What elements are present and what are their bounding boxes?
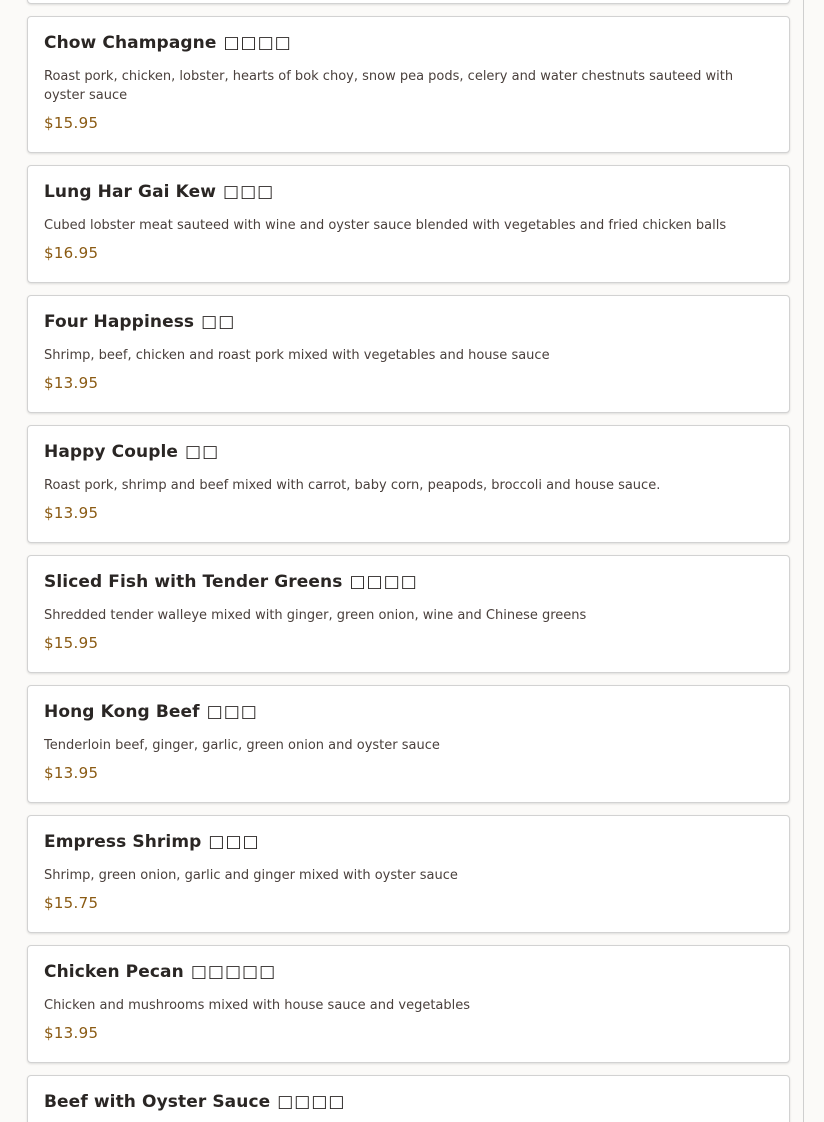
menu-item-chinese-name: □□□□ bbox=[349, 572, 418, 592]
menu-item-card[interactable] bbox=[27, 425, 790, 543]
menu-item-card[interactable] bbox=[27, 16, 790, 153]
menu-item-price: $15.95 bbox=[44, 114, 99, 132]
menu-item-name-row bbox=[44, 182, 274, 202]
menu-item-name: Four Happiness bbox=[44, 312, 195, 332]
menu-item-name-row bbox=[44, 33, 292, 53]
menu-item-name: Chow Champagne bbox=[44, 33, 217, 53]
menu-item-card[interactable] bbox=[27, 815, 790, 933]
content-right-border bbox=[803, 0, 804, 1122]
menu-item-price: $16.95 bbox=[44, 244, 99, 262]
menu-item-chinese-name: □□ bbox=[201, 312, 236, 332]
menu-item-name-row bbox=[44, 572, 418, 592]
menu-item-name: Chicken Pecan bbox=[44, 962, 184, 982]
menu-item-card[interactable] bbox=[27, 685, 790, 803]
menu-item-description: Roast pork, shrimp and beef mixed with carrot, baby corn, peapods, broccoli and house sauce. bbox=[44, 478, 661, 493]
menu-item-price: $15.75 bbox=[44, 894, 99, 912]
menu-item-description: Shrimp, green onion, garlic and ginger mixed with oyster sauce bbox=[44, 868, 458, 883]
menu-item-price: $13.95 bbox=[44, 374, 99, 392]
menu-item-price: $13.95 bbox=[44, 764, 99, 782]
menu-item-name: Empress Shrimp bbox=[44, 832, 202, 852]
menu-item-description: Shrimp, beef, chicken and roast pork mixed with vegetables and house sauce bbox=[44, 348, 550, 363]
menu-item-description: Chicken and mushrooms mixed with house sauce and vegetables bbox=[44, 998, 471, 1013]
menu-item-chinese-name: □□□□ bbox=[223, 33, 292, 53]
menu-item-name-row bbox=[44, 1092, 346, 1112]
menu-item-chinese-name: □□ bbox=[185, 442, 220, 462]
menu-item-chinese-name: □□□ bbox=[208, 832, 260, 852]
menu-item-chinese-name: □□□ bbox=[223, 182, 275, 202]
menu-item-card[interactable] bbox=[27, 165, 790, 283]
menu-item-card[interactable] bbox=[27, 555, 790, 673]
menu-item-price: $13.95 bbox=[44, 504, 99, 522]
menu-item-chinese-name: □□□□□ bbox=[190, 962, 277, 982]
menu-item-name: Happy Couple bbox=[44, 442, 179, 462]
menu-item-card-partial-top[interactable] bbox=[27, 0, 790, 4]
menu-item-description: Cubed lobster meat sauteed with wine and oyster sauce blended with vegetables and fried chicken balls bbox=[44, 218, 727, 233]
menu-item-chinese-name: □□□□ bbox=[277, 1092, 346, 1112]
menu-item-name-row bbox=[44, 962, 276, 982]
menu-item-name-row bbox=[44, 702, 258, 722]
menu-item-name-row bbox=[44, 312, 235, 332]
menu-item-description: Roast pork, chicken, lobster, hearts of bok choy, snow pea pods, celery and water chestnuts sauteed with oyster sauce bbox=[44, 69, 734, 103]
menu-item-card[interactable] bbox=[27, 295, 790, 413]
menu-item-name: Sliced Fish with Tender Greens bbox=[44, 572, 343, 592]
menu-item-name-row bbox=[44, 442, 219, 462]
menu-item-price: $15.95 bbox=[44, 634, 99, 652]
menu-item-chinese-name: □□□ bbox=[206, 702, 258, 722]
menu-item-card[interactable] bbox=[27, 1075, 790, 1122]
menu-item-name-row bbox=[44, 832, 260, 852]
menu-item-card[interactable] bbox=[27, 945, 790, 1063]
menu-item-name: Lung Har Gai Kew bbox=[44, 182, 217, 202]
menu-item-price: $13.95 bbox=[44, 1024, 99, 1042]
menu-item-name: Hong Kong Beef bbox=[44, 702, 200, 722]
menu-item-name: Beef with Oyster Sauce bbox=[44, 1092, 271, 1112]
menu-item-description: Shredded tender walleye mixed with ginger, green onion, wine and Chinese greens bbox=[44, 608, 587, 623]
menu-item-description: Tenderloin beef, ginger, garlic, green onion and oyster sauce bbox=[44, 738, 440, 753]
